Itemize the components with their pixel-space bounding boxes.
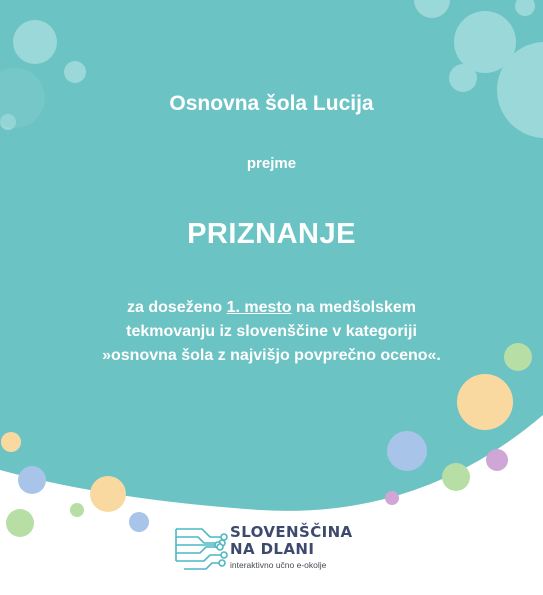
- body-line-1: [0, 296, 543, 320]
- body-line-2: tekmovanju iz slovenščine v kategoriji: [126, 323, 417, 340]
- logo-tagline: interaktivno učno e-okolje: [230, 560, 327, 570]
- body-line-3: »osnovna šola z najvišjo povprečno oceno«.: [102, 347, 441, 364]
- logo-line-1: SLOVENŠČINA: [230, 523, 353, 541]
- bubble: [70, 503, 84, 517]
- bubble: [486, 449, 508, 471]
- bubble: [1, 432, 21, 452]
- bubble: [64, 61, 86, 83]
- school-name: Osnovna šola Lucija: [169, 92, 374, 115]
- logo-text: [230, 524, 353, 570]
- bubble: [442, 463, 470, 491]
- certificate-title: PRIZNANJE: [187, 218, 356, 250]
- bubble: [90, 476, 126, 512]
- place-achieved: 1. mesto: [226, 299, 292, 316]
- certificate-body: [0, 296, 543, 368]
- bubble: [449, 64, 477, 92]
- bubble: [129, 512, 149, 532]
- logo-line-2: NA DLANI: [230, 540, 315, 558]
- bubble: [457, 374, 513, 430]
- bubble: [6, 509, 34, 537]
- bubble: [18, 466, 46, 494]
- bubble: [13, 20, 57, 64]
- receives-label: prejme: [246, 155, 297, 172]
- body-line-1-suffix: na medšolskem: [291, 299, 416, 316]
- bubble: [385, 491, 399, 505]
- bubble: [387, 431, 427, 471]
- body-line-1-prefix: za doseženo: [127, 299, 227, 316]
